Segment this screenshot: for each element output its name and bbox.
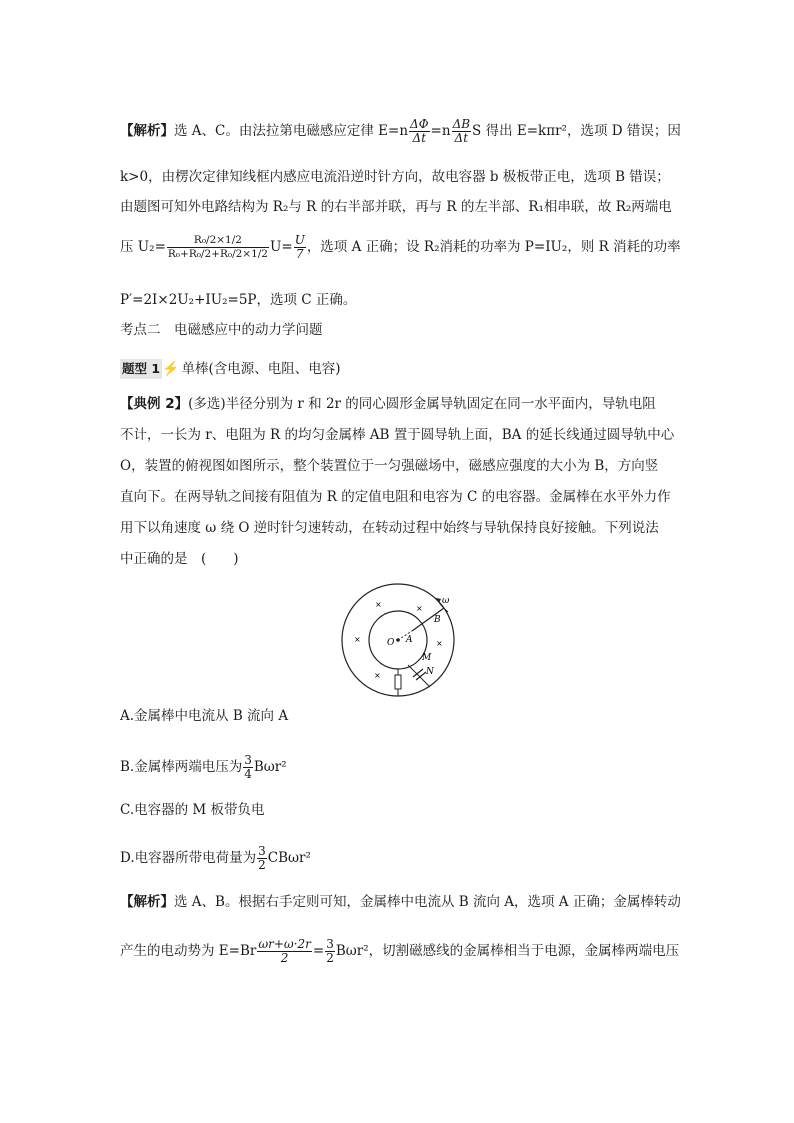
- frac-num: R₀/2×1/2: [167, 234, 269, 248]
- label-a: A: [406, 635, 413, 645]
- text: 选 A、C。由法拉第电磁感应定律 E=n: [174, 123, 409, 139]
- frac-num: ΔΦ: [410, 117, 429, 131]
- label-o: O: [387, 638, 395, 648]
- frac-num: ΔB: [452, 117, 471, 131]
- fraction: [257, 845, 267, 872]
- frac-num: 3: [244, 753, 252, 767]
- section-heading: 考点二 电磁感应中的动力学问题: [120, 322, 323, 338]
- option-d: [120, 845, 311, 872]
- label-m: M: [422, 653, 432, 663]
- label-n: N: [426, 667, 434, 677]
- field-cross: ×: [354, 635, 361, 644]
- solution1-line3: 由题图可知外电路结构为 R₂与 R 的右半部并联，再与 R 的左半部、R₁相串联，故 R₂两端电: [120, 199, 672, 215]
- solution2-line2: [120, 938, 679, 965]
- solution1-line1: [120, 118, 681, 145]
- example-line3: O，装置的俯视图如图所示，整个装置位于一匀强磁场中，磁感应强度的大小为 B，方向竖: [120, 458, 659, 474]
- solution2-line1: [120, 892, 681, 912]
- text: 产生的电动势为 E=Br: [120, 943, 257, 959]
- frac-den: 2: [326, 951, 334, 965]
- frac-den: Δt: [454, 131, 469, 145]
- example-line6: 中正确的是 ( ): [120, 551, 239, 567]
- text: Bωr²: [253, 759, 287, 775]
- field-cross: ×: [375, 600, 382, 609]
- text: Bωr²，切割磁感线的金属棒相当于电源，金属棒两端电压: [335, 943, 680, 959]
- frac-den: 7: [295, 247, 304, 261]
- fraction: [257, 938, 312, 965]
- example-line4: 直向下。在两导轨之间接有阻值为 R 的定值电阻和电容为 C 的电容器。金属棒在水平外力作: [120, 489, 671, 505]
- text: 压 U₂=: [120, 239, 166, 255]
- frac-num: 3: [258, 844, 266, 858]
- solution1-line2: k>0，由楞次定律知线框内感应电流沿逆时针方向，故电容器 b 极板带正电，选项 B 错误；: [120, 169, 670, 185]
- frac-num: 3: [326, 937, 334, 951]
- text: ，选项 A 正确；设 R₂消耗的功率为 P=IU₂，则 R 消耗的功率: [306, 239, 681, 255]
- text: =: [312, 943, 325, 959]
- label-b: B: [434, 615, 441, 625]
- option-b: [120, 754, 287, 781]
- frac-den: Δt: [412, 131, 427, 145]
- lightning-icon: ⚡: [162, 361, 180, 377]
- type-title: 单棒(含电源、电阻、电容): [181, 361, 341, 377]
- solution-tag: 【解析】: [120, 894, 174, 910]
- example-line1: [120, 394, 656, 414]
- label-omega: ω: [442, 596, 450, 606]
- fraction: [409, 118, 430, 145]
- text: S 得出 E=kπr²，选项 D 错误；因: [472, 123, 681, 139]
- fraction: [325, 938, 335, 965]
- question-type: [120, 359, 341, 379]
- text: 选 A、B。根据右手定则可知，金属棒中电流从 B 流向 A，选项 A 正确；金属棒转动: [174, 894, 681, 910]
- frac-den: 4: [244, 767, 252, 781]
- frac-den: 2: [258, 858, 266, 872]
- fraction: [294, 234, 306, 261]
- frac-num: ωr+ω·2r: [258, 937, 311, 951]
- fraction: [452, 118, 471, 145]
- solution1-line4: [120, 234, 681, 261]
- type-tag: 题型 1: [120, 359, 162, 379]
- option-c: C.电容器的 M 板带负电: [120, 802, 265, 818]
- text: D.电容器所带电荷量为: [120, 850, 257, 866]
- text: B.金属棒两端电压为: [120, 759, 243, 775]
- solution1-line5: P′=2I×2U₂+IU₂=5P，选项 C 正确。: [120, 292, 357, 308]
- voltage-fraction: [167, 234, 269, 261]
- field-cross: ×: [374, 671, 381, 680]
- frac-num: U: [294, 233, 305, 247]
- center-point: [396, 638, 400, 642]
- frac-den: R₀+R₀/2+R₀/2×1/2: [167, 248, 268, 260]
- example-line5: 用下以角速度 ω 绕 O 逆时针匀速转动，在转动过程中始终与导轨保持良好接触。下列说法: [120, 520, 659, 536]
- text: (多选)半径分别为 r 和 2r 的同心圆形金属导轨固定在同一水平面内，导轨电阻: [188, 396, 656, 412]
- example-line2: 不计，一长为 r、电阻为 R 的均匀金属棒 AB 置于圆导轨上面，BA 的延长线通过圆导轨中心: [120, 427, 675, 443]
- frac-den: 2: [280, 951, 289, 965]
- option-a: A.金属棒中电流从 B 流向 A: [120, 708, 289, 724]
- field-cross: ×: [436, 639, 443, 648]
- text: CBωr²: [267, 850, 311, 866]
- example-tag: 【典例 2】: [120, 396, 189, 412]
- text: =n: [430, 123, 451, 139]
- resistor: [395, 675, 401, 689]
- fraction: [243, 754, 253, 781]
- text: U=: [269, 239, 293, 255]
- solution-tag: 【解析】: [120, 123, 174, 139]
- field-cross: ×: [416, 604, 423, 613]
- rotating-rod-diagram: [340, 582, 465, 700]
